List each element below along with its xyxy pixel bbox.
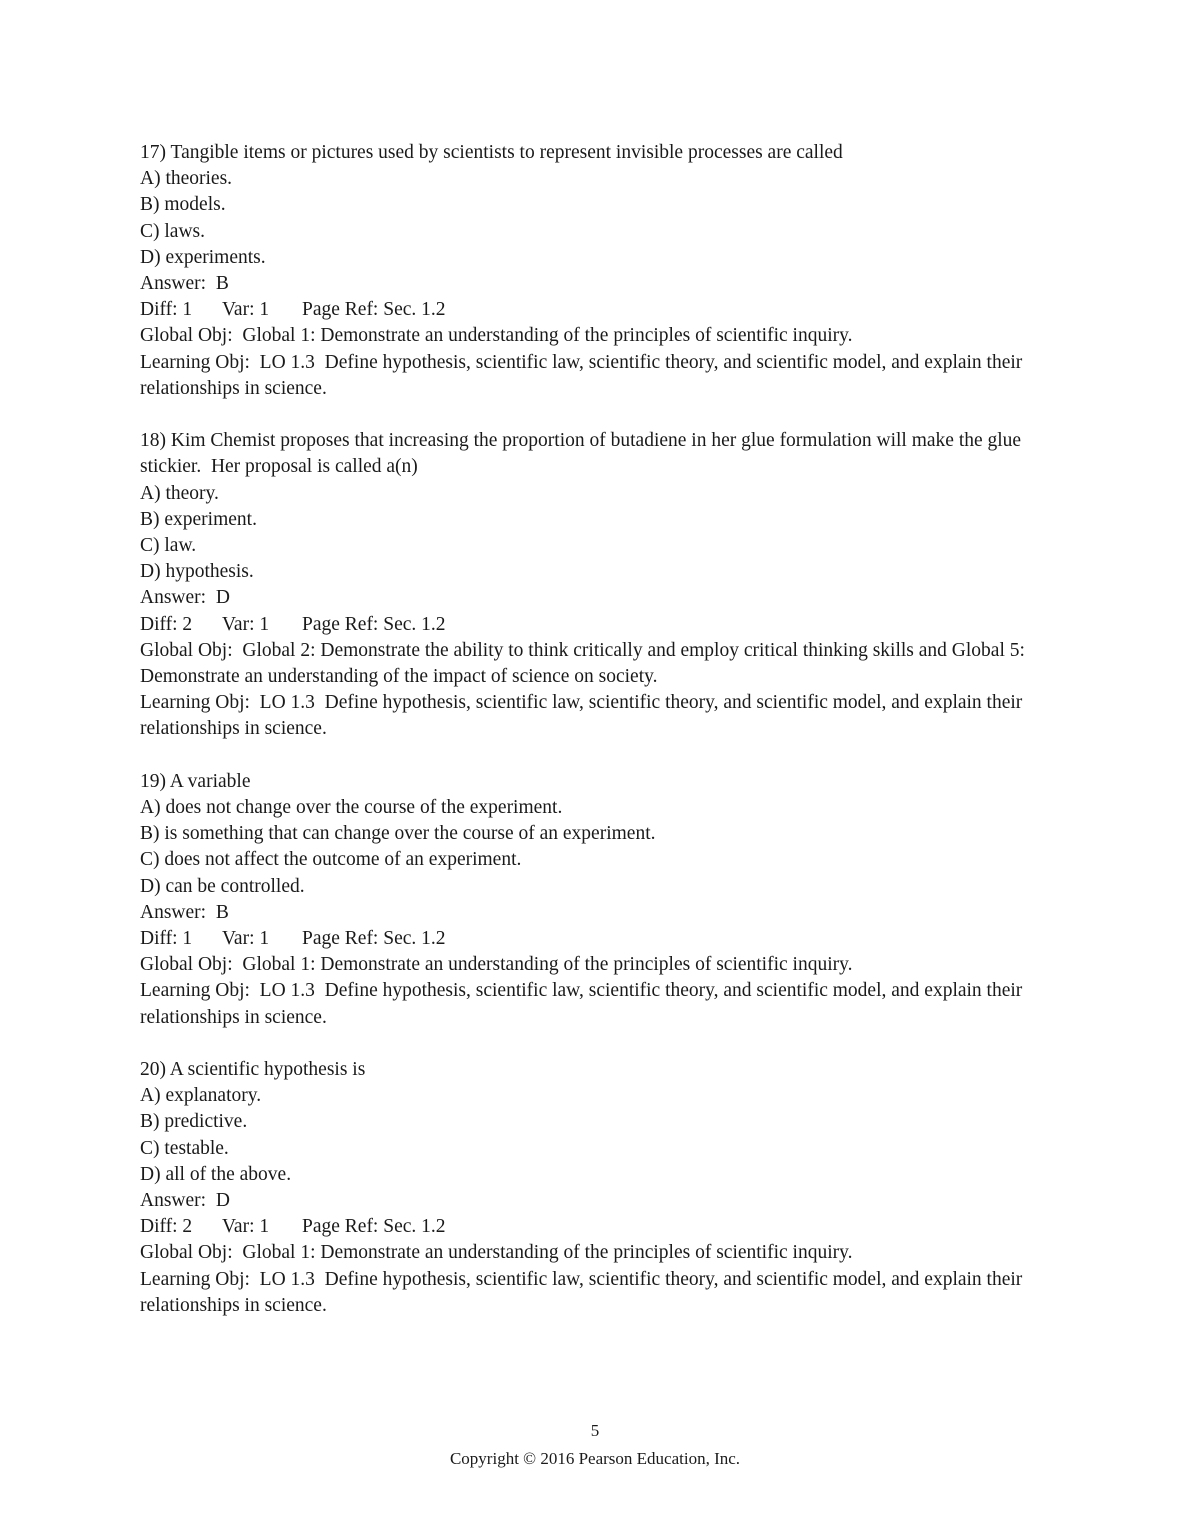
meta-row bbox=[140, 297, 1060, 323]
difficulty: Diff: 1 bbox=[140, 299, 193, 321]
answer: Answer: D bbox=[140, 1190, 230, 1212]
difficulty: Diff: 2 bbox=[140, 1216, 193, 1238]
question-stem: 19) A variable bbox=[140, 770, 251, 792]
choice-a: A) does not change over the course of the experiment. bbox=[140, 797, 563, 819]
choice-d: D) can be controlled. bbox=[140, 875, 305, 897]
choice-b: B) is something that can change over the course of an experiment. bbox=[140, 823, 656, 845]
page-number: 5 bbox=[590, 1421, 600, 1440]
global-objective: Global Obj: Global 2: Demonstrate the ability to think critically and employ critical thinking skills and Global 5: Demonstrate an understanding of the impact of science on society. bbox=[140, 639, 1030, 688]
copyright-notice: Copyright © 2016 Pearson Education, Inc. bbox=[449, 1449, 741, 1468]
choice-a: A) theory. bbox=[140, 482, 219, 504]
global-objective: Global Obj: Global 1: Demonstrate an understanding of the principles of scientific inquiry. bbox=[140, 325, 853, 347]
choice-d: D) all of the above. bbox=[140, 1163, 292, 1185]
choice-c: C) does not affect the outcome of an experiment. bbox=[140, 849, 522, 871]
choice-c: C) laws. bbox=[140, 220, 205, 242]
global-objective: Global Obj: Global 1: Demonstrate an understanding of the principles of scientific inquiry. bbox=[140, 954, 853, 976]
meta-row bbox=[140, 612, 1060, 638]
page-reference: Page Ref: Sec. 1.2 bbox=[302, 613, 446, 635]
meta-row bbox=[140, 1214, 1060, 1240]
page-reference: Page Ref: Sec. 1.2 bbox=[302, 1216, 446, 1238]
difficulty: Diff: 1 bbox=[140, 928, 193, 950]
global-objective: Global Obj: Global 1: Demonstrate an understanding of the principles of scientific inquiry. bbox=[140, 1242, 853, 1264]
answer: Answer: B bbox=[140, 273, 229, 295]
question-18 bbox=[140, 428, 1060, 742]
choice-c: C) law. bbox=[140, 535, 197, 557]
variant: Var: 1 bbox=[222, 613, 270, 635]
variant: Var: 1 bbox=[222, 928, 270, 950]
question-20 bbox=[140, 1057, 1060, 1319]
choice-a: A) theories. bbox=[140, 168, 233, 190]
question-list bbox=[140, 140, 1060, 1345]
difficulty: Diff: 2 bbox=[140, 613, 193, 635]
answer: Answer: D bbox=[140, 587, 230, 609]
choice-c: C) testable. bbox=[140, 1137, 229, 1159]
learning-objective: Learning Obj: LO 1.3 Define hypothesis, scientific law, scientific theory, and scientific model, and explain their relationships in science. bbox=[140, 692, 1028, 740]
variant: Var: 1 bbox=[222, 299, 270, 321]
question-stem: 17) Tangible items or pictures used by scientists to represent invisible processes are called bbox=[140, 142, 843, 163]
learning-objective: Learning Obj: LO 1.3 Define hypothesis, scientific law, scientific theory, and scientific model, and explain their relationships in science. bbox=[140, 1268, 1028, 1316]
choice-b: B) experiment. bbox=[140, 508, 257, 530]
question-stem: 18) Kim Chemist proposes that increasing the proportion of butadiene in her glue formulation will make the glue stickier. Her proposal is called a(n) bbox=[140, 430, 1026, 478]
choice-d: D) hypothesis. bbox=[140, 561, 254, 583]
learning-objective: Learning Obj: LO 1.3 Define hypothesis, scientific law, scientific theory, and scientific model, and explain their relationships in science. bbox=[140, 980, 1028, 1028]
meta-row bbox=[140, 926, 1060, 952]
variant: Var: 1 bbox=[222, 1216, 270, 1238]
page-reference: Page Ref: Sec. 1.2 bbox=[302, 299, 446, 321]
question-19 bbox=[140, 769, 1060, 1031]
question-stem: 20) A scientific hypothesis is bbox=[140, 1059, 366, 1081]
choice-a: A) explanatory. bbox=[140, 1085, 262, 1107]
learning-objective: Learning Obj: LO 1.3 Define hypothesis, scientific law, scientific theory, and scientific model, and explain their relationships in science. bbox=[140, 351, 1028, 399]
choice-b: B) models. bbox=[140, 194, 226, 216]
question-17 bbox=[140, 140, 1060, 402]
choice-b: B) predictive. bbox=[140, 1111, 248, 1133]
page-reference: Page Ref: Sec. 1.2 bbox=[302, 928, 446, 950]
answer: Answer: B bbox=[140, 901, 229, 923]
choice-d: D) experiments. bbox=[140, 246, 266, 268]
